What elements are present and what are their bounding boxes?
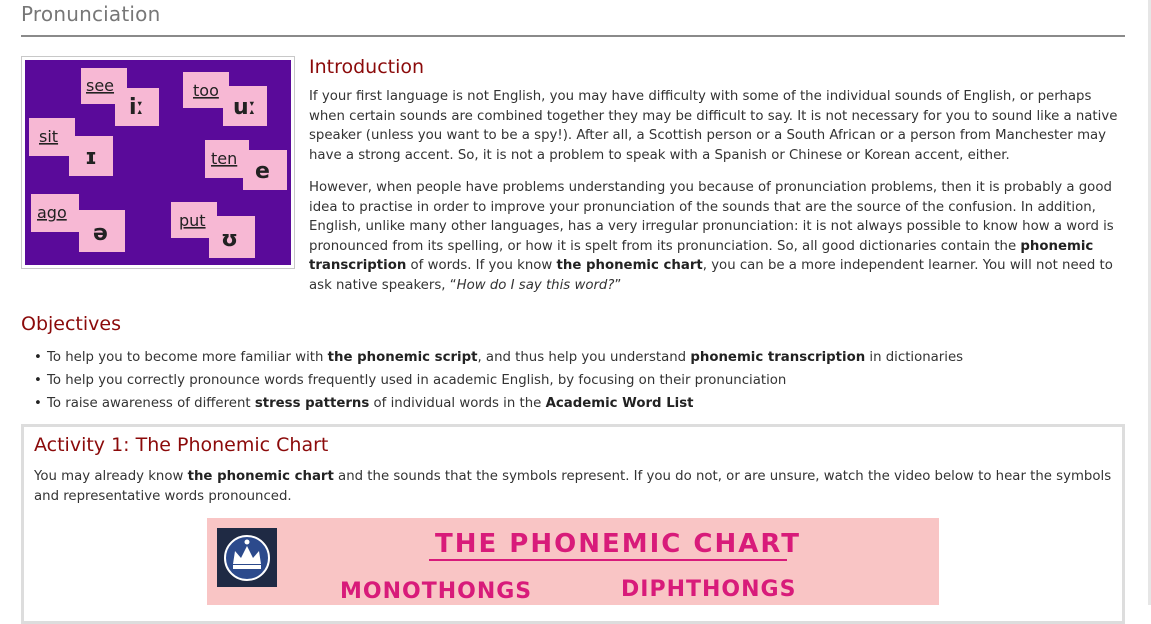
crown-logo-icon bbox=[225, 536, 269, 580]
activity-1-bold-phonemic-chart: the phonemic chart bbox=[187, 469, 334, 484]
objective-3-text-c: of individual words in the bbox=[369, 396, 546, 411]
intro-p2-text-f: ” bbox=[614, 277, 622, 293]
intro-p2-question: How do I say this word? bbox=[456, 277, 615, 293]
objective-1-text-e: in dictionaries bbox=[865, 350, 964, 365]
intro-p2-bold-phonemic-transcription: phonemic transcription bbox=[309, 238, 1094, 273]
list-item bbox=[34, 346, 963, 369]
card-word-ten: ten bbox=[211, 149, 238, 168]
card-symbol-see: iː bbox=[129, 95, 144, 120]
phonemic-chart-video[interactable] bbox=[207, 518, 939, 605]
intro-paragraph-2 bbox=[309, 178, 1124, 295]
introduction-heading: Introduction bbox=[309, 56, 425, 78]
card-symbol-ago: ə bbox=[93, 221, 108, 246]
card-word-sit: sit bbox=[39, 127, 59, 146]
objective-1-bold-phonemic-script: the phonemic script bbox=[327, 350, 478, 365]
intro-paragraph-1: If your first language is not English, you may have difficulty with some of the individual sounds of English, or perhaps when certain sounds are combined together they may be difficult to say. It is not necessary for you to sound like a native speaker (unless you want to be a spy!). After all, a Scottish person or a South African or a person from Manchester may have a strong accent. So, it is not a problem to speak with a Spanish or Chinese or Korean accent, either. bbox=[309, 89, 1118, 163]
activity-1-text-c: and the sounds that the symbols represent. If you do not, or are unsure, watch the video below to hear the symbols and representative words pronounced. bbox=[34, 469, 1112, 504]
video-diphthongs-label: DIPHTHONGS bbox=[621, 577, 797, 602]
phonemic-symbols-image bbox=[21, 56, 295, 269]
objective-2-text: To help you correctly pronounce words frequently used in academic English, by focusing on their pronunciation bbox=[47, 373, 787, 388]
objective-1-text-a: To help you to become more familiar with bbox=[47, 350, 328, 365]
objective-3-bold-stress-patterns: stress patterns bbox=[254, 396, 370, 411]
card-word-ago: ago bbox=[37, 203, 67, 222]
title-divider bbox=[21, 35, 1125, 37]
card-symbol-sit: ɪ bbox=[85, 145, 97, 170]
objective-1-bold-phonemic-transcription: phonemic transcription bbox=[690, 350, 866, 365]
card-symbol-too: uː bbox=[233, 95, 257, 120]
intro-p2-text-a: However, when people have problems understanding you because of pronunciation problems, then it is probably a good idea to practise in order to improve your pronunciation of the sounds that are the source of the confusion. In addition, English, unlike many other languages, has a very irregular pronunciation: it is not always possible to know how a word is pronounced from its spelling, or how it is spelt from its pronunciation. So, all good dictionaries contain the bbox=[309, 180, 1114, 254]
page-title: Pronunciation bbox=[21, 2, 161, 26]
card-symbol-ten: e bbox=[255, 159, 270, 184]
card-word-see: see bbox=[86, 76, 115, 95]
list-item bbox=[34, 392, 963, 415]
video-monothongs-label: MONOTHONGS bbox=[340, 579, 533, 604]
activity-1-text bbox=[34, 467, 1114, 506]
intro-p2-text-c: of words. If you know bbox=[406, 258, 557, 273]
activity-1-heading: Activity 1: The Phonemic Chart bbox=[34, 434, 329, 456]
intro-p2-bold-phonemic-chart: the phonemic chart bbox=[556, 258, 703, 273]
video-thumbnail[interactable] bbox=[207, 518, 939, 605]
card-symbol-put: ʊ bbox=[221, 227, 238, 252]
phonemic-cards-illustration bbox=[25, 60, 291, 265]
objective-1-text-c: , and thus help you understand bbox=[477, 350, 691, 365]
card-word-put: put bbox=[179, 211, 206, 230]
activity-1-text-a: You may already know bbox=[34, 469, 188, 484]
list-item bbox=[34, 369, 963, 392]
objective-3-text-a: To raise awareness of different bbox=[47, 396, 255, 411]
video-title: THE PHONEMIC CHART bbox=[435, 529, 801, 559]
intro-p2-text-d: , you can be a more independent learner. You will not need to ask native speakers, “ bbox=[309, 258, 1113, 293]
card-word-too: too bbox=[193, 81, 219, 100]
objectives-list bbox=[34, 346, 963, 415]
objectives-heading: Objectives bbox=[21, 313, 121, 335]
objective-3-bold-academic-word-list: Academic Word List bbox=[545, 396, 694, 411]
